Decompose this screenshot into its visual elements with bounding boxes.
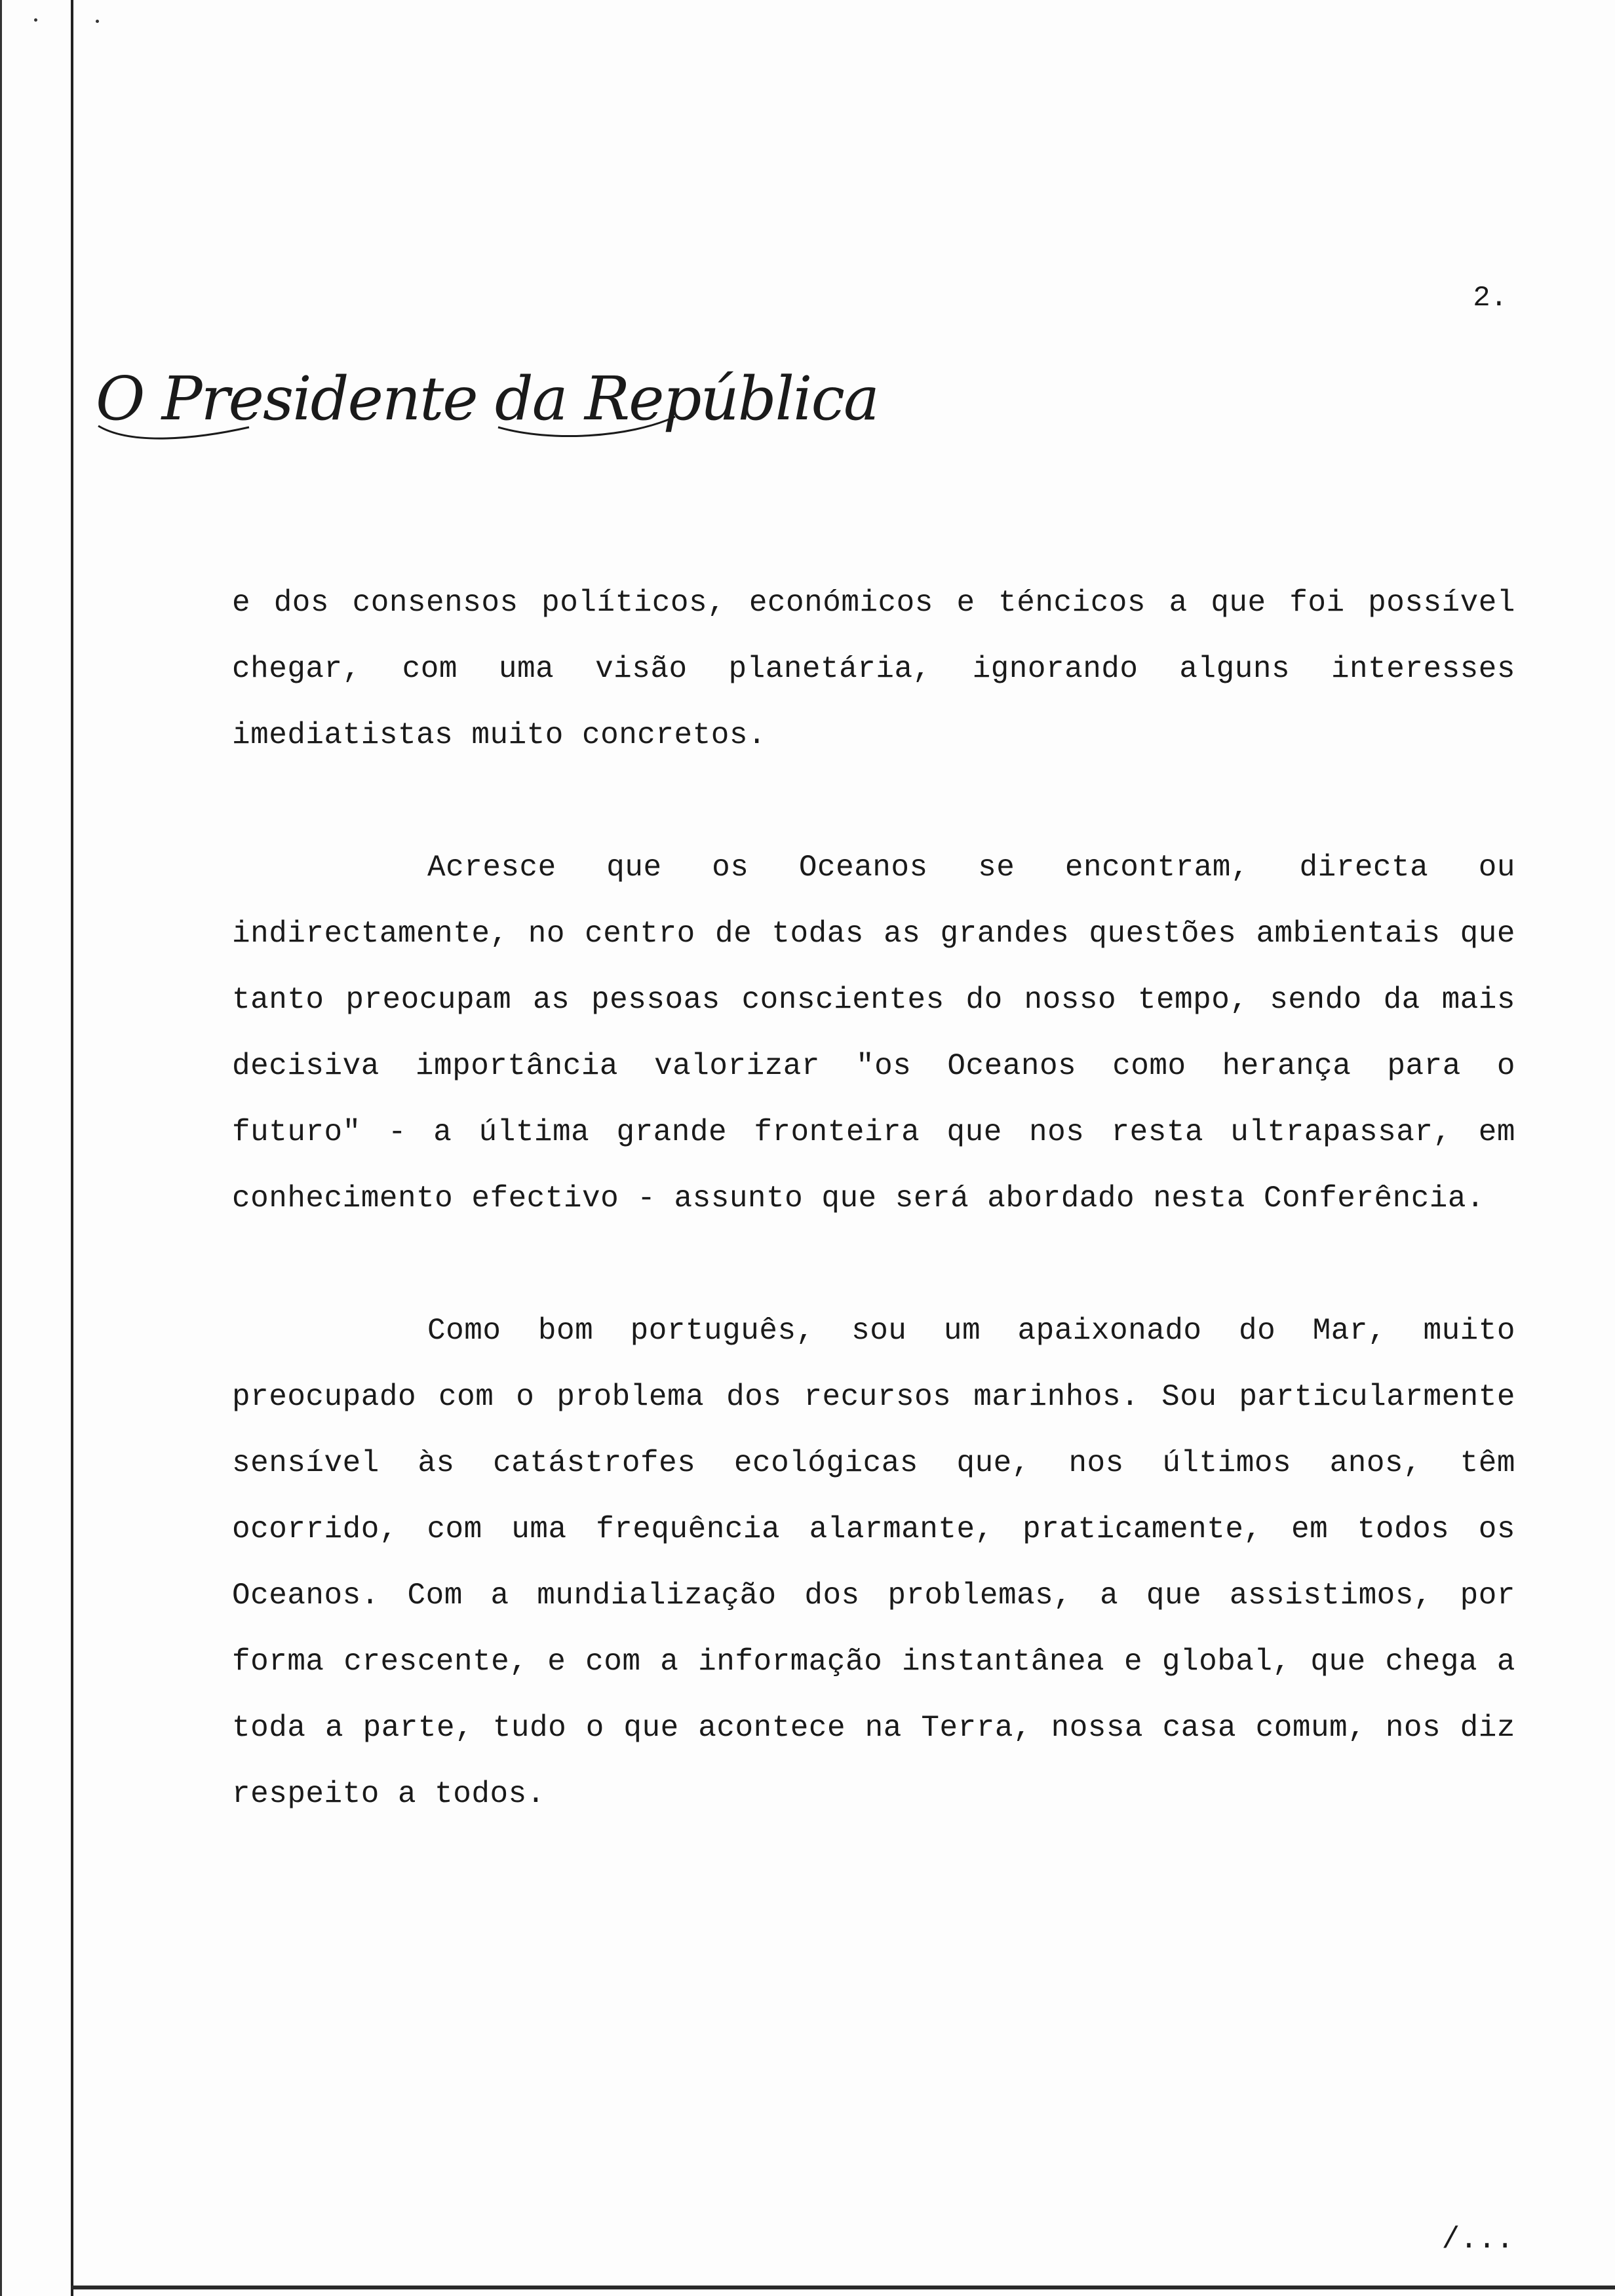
paragraph: Acresce que os Oceanos se encontram, directa ou indirectamente, no centro de todas as grandes questões ambientais que tanto preocupam as pessoas conscientes do nosso tempo, sendo da mais decisiva importância valorizar "os Oceanos como herança para o futuro" - a última grande fronteira que nos resta ultrapassar, em conhecimento efectivo - assunto que será abordado nesta Conferência. [232, 851, 1515, 1215]
paragraph: e dos consensos políticos, económicos e téncicos a que foi possível chegar, com uma visão planetária, ignorando alguns interesses imediatistas muito concretos. [232, 586, 1515, 752]
scan-edge-bottom [71, 2286, 1615, 2289]
page-number: 2. [1473, 282, 1508, 315]
letter-body [232, 570, 1515, 1827]
scan-speck [96, 20, 99, 23]
scan-speck [34, 18, 37, 22]
letterhead-script-logo [92, 354, 878, 452]
continuation-mark: /... [1441, 2223, 1514, 2257]
paragraph: Como bom português, sou um apaixonado do Mar, muito preocupado com o problema dos recursos marinhos. Sou particularmente sensível às catástrofes ecológicas que, nos últimos anos, têm ocorrido, com uma frequência alarmante, praticamente, em todos os Oceanos. Com a mundialização dos problemas, a que assistimos, por forma crescente, e com a informação instantânea e global, que chega a toda a parte, tudo o que acontece na Terra, nossa casa comum, nos diz respeito a todos. [232, 1314, 1515, 1811]
letterhead-script-icon [92, 354, 878, 452]
scan-edge-outer [0, 0, 2, 2296]
scan-edge-left [71, 0, 73, 2296]
svg-text:O Presidente da República: O Presidente da República [96, 364, 878, 434]
